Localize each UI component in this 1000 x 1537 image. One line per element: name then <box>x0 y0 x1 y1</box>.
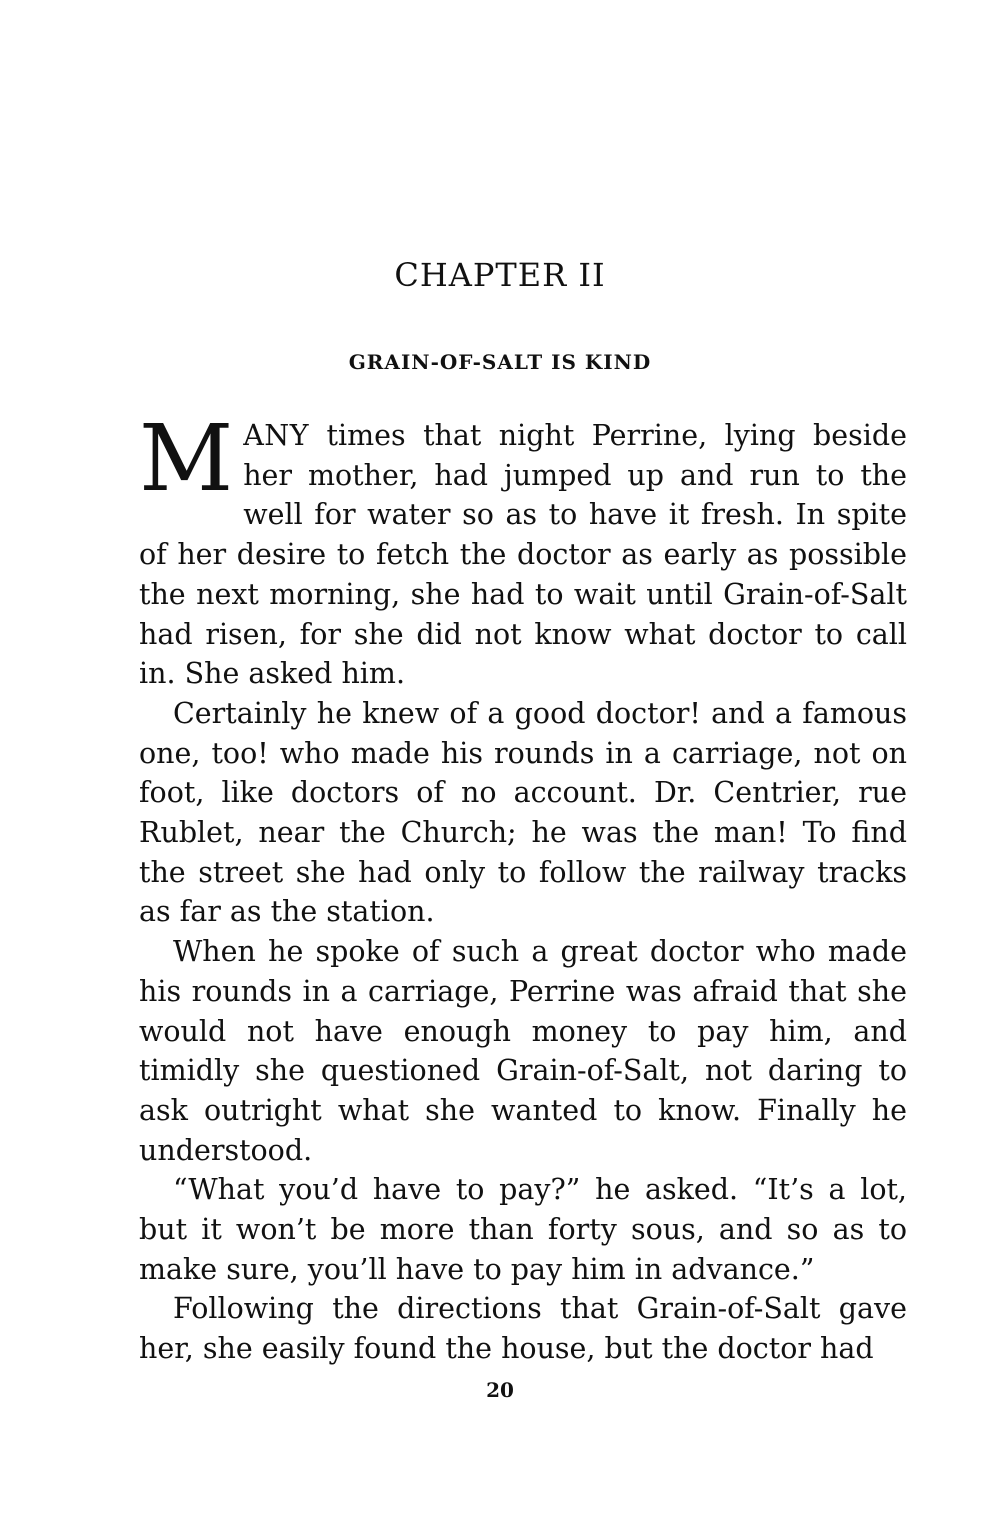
paragraph-4: “What you’d have to pay?” he asked. “It’s a lot, but it won’t be more than forty sous, and so as to make sure, you’ll have to pay him in advance.” <box>139 1173 907 1286</box>
chapter-body <box>139 405 907 1369</box>
drop-cap: M <box>139 405 234 512</box>
paragraph-1-text: times that night Perrine, lying beside her mother, had jumped up and run to the well for water so as to have it fresh. In spite of her desire to fetch the doctor as early as possible the next morning, she had to wait until Grain-of-Salt had risen, for she did not know what doctor to call in. She asked him. <box>139 419 907 691</box>
paragraph-2: Certainly he knew of a good doctor! and a famous one, too! who made his rounds in a carriage, not on foot, like doctors of no account. Dr. Centrier, rue Rublet, near the Church; he was the man! To find the street she had only to follow the railway tracks as far as the station. <box>139 696 907 929</box>
opening-caps: ANY <box>243 419 310 452</box>
page-number: 20 <box>486 1378 514 1402</box>
paragraph-1 <box>139 405 907 694</box>
paragraph-5: Following the directions that Grain-of-Salt gave her, she easily found the house, but the doctor had <box>139 1292 907 1366</box>
chapter-subtitle: GRAIN-OF-SALT IS KIND <box>348 350 652 374</box>
paragraph-3: When he spoke of such a great doctor who made his rounds in a carriage, Perrine was afraid that she would not have enough money to pay him, and timidly she questioned Grain-of-Salt, not daring to ask outright what she wanted to know. Finally he understood. <box>139 935 907 1167</box>
chapter-title: CHAPTER II <box>394 256 606 294</box>
